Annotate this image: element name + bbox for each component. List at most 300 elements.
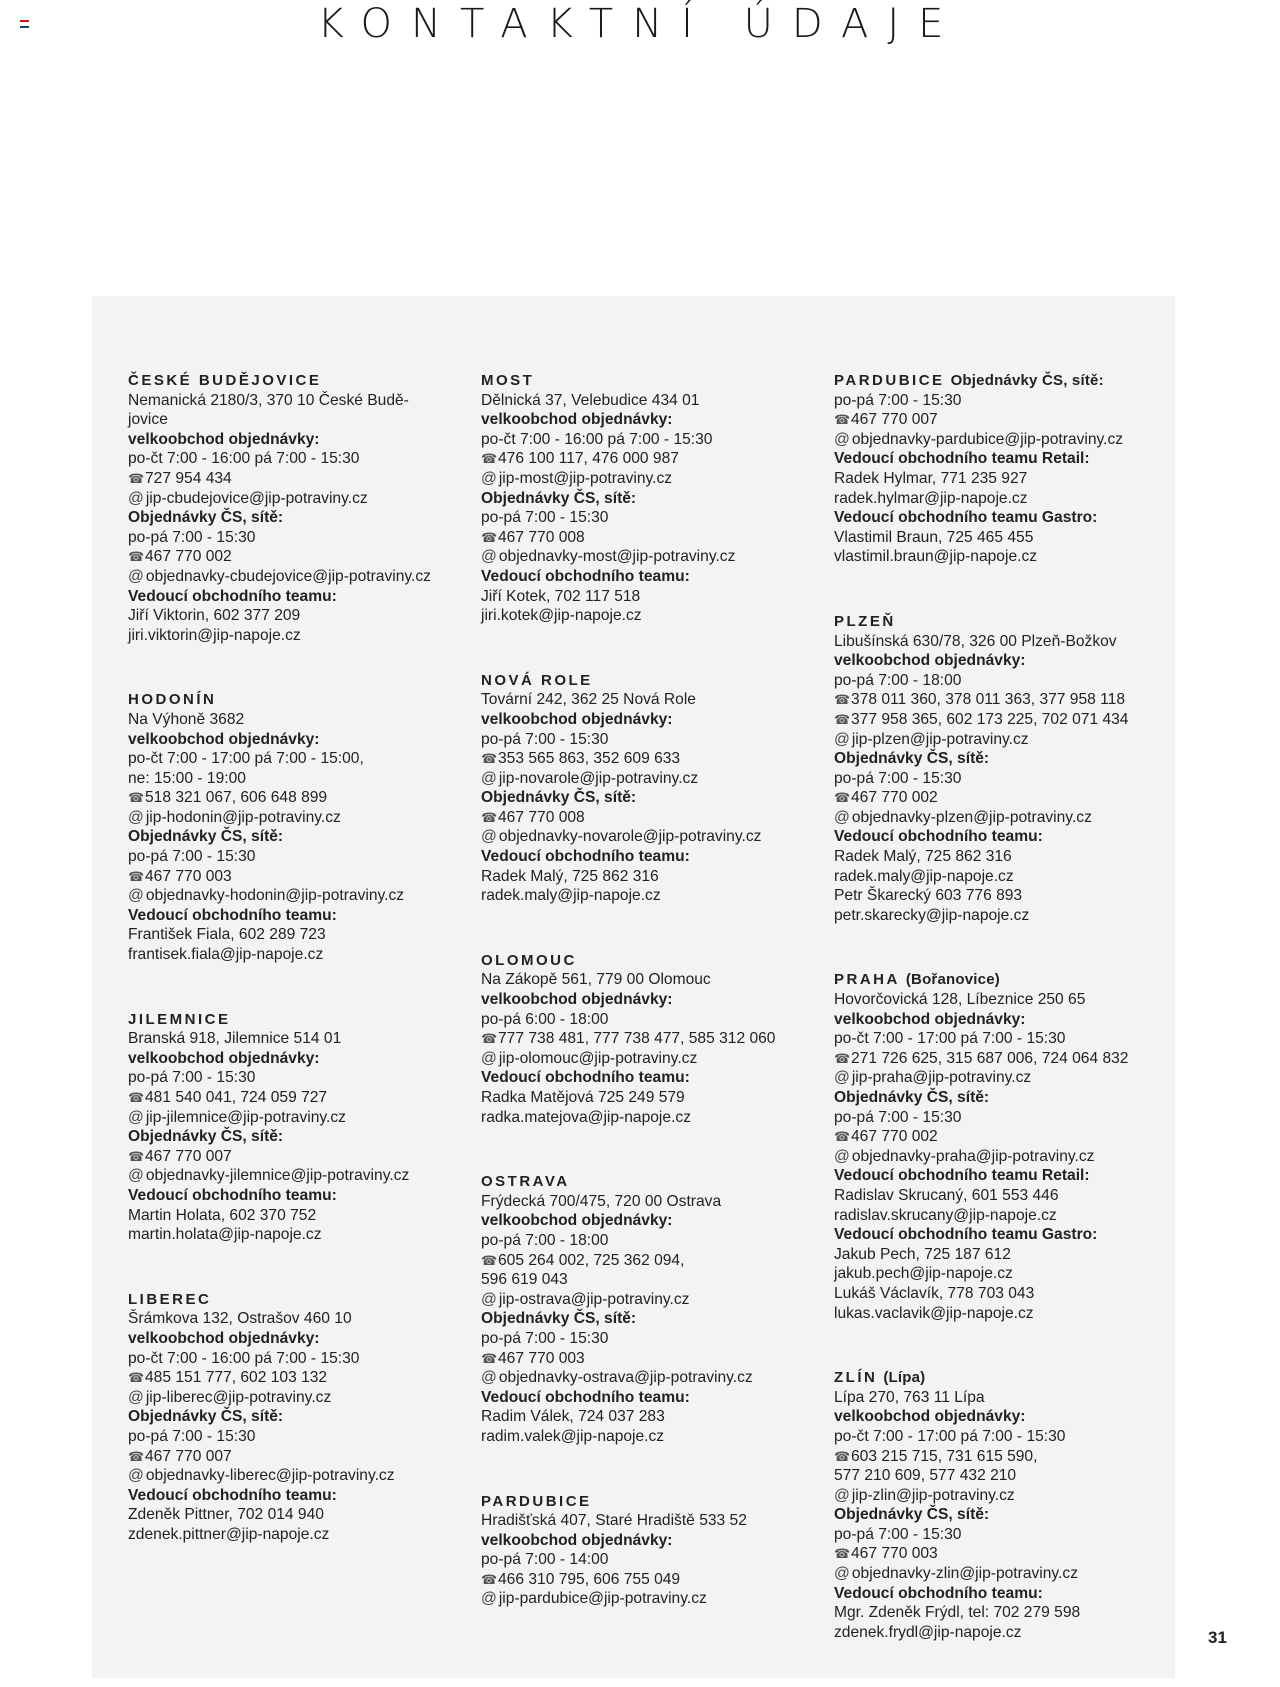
text-line [834,1186,1174,1206]
line-text[interactable]: jip-hodonin@jip-potraviny.cz [145,808,341,826]
text-line [481,1427,821,1447]
line-text[interactable]: 467 770 007 [145,1447,232,1465]
line-text[interactable]: 603 215 715, 731 615 590, [851,1447,1038,1465]
branch-city [834,612,1174,632]
line-text: po-pá 7:00 - 15:30 [481,509,609,527]
text-line [834,1466,1174,1486]
section-label [128,1049,468,1069]
text-line [481,508,821,528]
section-label [834,1166,1174,1186]
line-text: zdenek.frydl@jip-napoje.cz [834,1623,1022,1641]
phone-icon: ☎ [481,751,498,767]
phone-icon: ☎ [128,1370,145,1386]
line-text: frantisek.fiala@jip-napoje.cz [128,946,324,964]
line-text[interactable]: jip-cbudejovice@jip-potraviny.cz [145,489,368,507]
line-text: radek.maly@jip-napoje.cz [481,887,661,905]
phone-line [834,690,1174,710]
line-text[interactable]: jip-pardubice@jip-potraviny.cz [498,1590,707,1608]
line-text: po-pá 7:00 - 15:30 [128,848,256,866]
text-line [834,489,1174,509]
line-text: po-pá 7:00 - 18:00 [834,671,962,689]
line-text[interactable]: jip-jilemnice@jip-potraviny.cz [145,1108,346,1126]
line-text: Hradišťská 407, Staré Hradiště 533 52 [481,1512,747,1530]
line-text: po-pá 7:00 - 15:30 [481,1329,609,1347]
email-icon: @ [834,730,850,748]
email-line [128,567,468,587]
text-line [481,1511,821,1531]
section-label [834,1584,1174,1604]
city-name: MOST [481,372,535,389]
line-text: po-pá 7:00 - 15:30 [834,769,962,787]
phone-icon: ☎ [834,1050,851,1066]
section-label [128,827,468,847]
email-icon: @ [128,1467,144,1485]
line-text[interactable]: 605 264 002, 725 362 094, [498,1251,685,1269]
branch-block [834,371,1174,567]
line-text: Na Výhoně 3682 [128,710,245,728]
branch-block [128,371,468,645]
line-text: Lukáš Václavík, 778 703 043 [834,1284,1035,1302]
text-line [834,1206,1174,1226]
line-text: po-pá 7:00 - 15:30 [834,391,962,409]
email-icon: @ [481,469,497,487]
line-text: velkoobchod objednávky: [128,730,320,748]
phone-icon: ☎ [834,1129,851,1145]
email-icon: @ [481,1369,497,1387]
line-text: Vlastimil Braun, 725 465 455 [834,528,1034,546]
line-text[interactable]: objednavky-most@jip-potraviny.cz [498,548,736,566]
line-text: Frýdecká 700/475, 720 00 Ostrava [481,1192,722,1210]
email-icon: @ [834,1486,850,1504]
line-text: Vedoucí obchodního teamu: [128,1186,337,1204]
city-extra: (Bořanovice) [905,971,1000,989]
phone-icon: ☎ [834,1546,851,1562]
email-icon: @ [834,808,850,826]
section-label [481,1531,821,1551]
city-name: NOVÁ ROLE [481,671,593,689]
email-line [128,1388,468,1408]
text-line [481,886,821,906]
text-line [128,1525,468,1545]
text-line [834,547,1174,567]
text-line [481,391,821,411]
line-text: 596 619 043 [481,1271,568,1289]
line-text: Vedoucí obchodního teamu: [128,587,337,605]
section-label [834,1088,1174,1108]
text-line [128,1349,468,1369]
email-line [481,1290,821,1310]
section-label [834,1407,1174,1427]
line-text[interactable]: objednavky-ostrava@jip-potraviny.cz [498,1369,753,1387]
section-label [481,788,821,808]
line-text[interactable]: objednavky-plzen@jip-potraviny.cz [851,808,1092,826]
phone-line [834,1049,1174,1069]
section-label [481,847,821,867]
branch-block [481,671,821,906]
line-text[interactable]: objednavky-jilemnice@jip-potraviny.cz [145,1167,410,1185]
phone-icon: ☎ [481,451,498,467]
line-text: Branská 918, Jilemnice 514 01 [128,1030,342,1048]
text-line [834,1388,1174,1408]
section-label [128,587,468,607]
line-text[interactable]: 467 770 003 [498,1349,585,1367]
text-line [481,730,821,750]
branch-block [481,1172,821,1446]
city-name: OSTRAVA [481,1173,570,1191]
city-name: JILEMNICE [128,1010,231,1028]
line-text: 577 210 609, 577 432 210 [834,1467,1017,1485]
phone-line [128,469,468,489]
section-label [834,1505,1174,1525]
text-line [481,1270,821,1290]
line-text: Objednávky ČS, sítě: [834,750,990,768]
section-label [481,1068,821,1088]
phone-icon: ☎ [128,1148,145,1164]
line-text[interactable]: 467 770 003 [851,1545,938,1563]
phone-icon: ☎ [834,692,851,708]
line-text: velkoobchod objednávky: [834,1010,1026,1028]
text-line [834,469,1174,489]
phone-line [481,1251,821,1271]
line-text: Vedoucí obchodního teamu: [128,1486,337,1504]
line-text: Nemanická 2180/3, 370 10 České Budě- [128,391,409,409]
line-text: po-čt 7:00 - 16:00 pá 7:00 - 15:30 [128,1349,360,1367]
city-name: PARDUBICE [834,372,945,389]
line-text[interactable]: 467 770 007 [145,1147,232,1165]
line-text[interactable]: 485 151 777, 602 103 132 [145,1369,328,1387]
line-text: Objednávky ČS, sítě: [128,1128,284,1146]
section-label [481,1388,821,1408]
text-line [128,391,468,411]
line-text[interactable]: jip-novarole@jip-potraviny.cz [498,769,699,787]
section-label [128,1186,468,1206]
phone-icon: ☎ [481,529,498,545]
line-text[interactable]: jip-liberec@jip-potraviny.cz [145,1388,332,1406]
phone-line [834,410,1174,430]
email-line [834,1564,1174,1584]
line-text[interactable]: 467 770 002 [851,1128,938,1146]
section-label [834,651,1174,671]
phone-icon: ☎ [128,1448,145,1464]
email-line [481,1589,821,1609]
email-line [834,430,1174,450]
email-line [834,1486,1174,1506]
text-line [481,606,821,626]
text-line [834,1304,1174,1324]
text-line [481,1108,821,1128]
line-text: radek.hylmar@jip-napoje.cz [834,489,1028,507]
line-text[interactable]: objednavky-zlin@jip-potraviny.cz [851,1565,1078,1583]
line-text: Tovární 242, 362 25 Nová Role [481,691,696,709]
line-text: zdenek.pittner@jip-napoje.cz [128,1525,330,1543]
phone-line [128,788,468,808]
branch-city [481,371,821,391]
line-text: ne: 15:00 - 19:00 [128,769,246,787]
text-line [481,587,821,607]
text-line [834,1603,1174,1623]
line-text[interactable]: 777 738 481, 777 738 477, 585 312 060 [498,1030,776,1048]
section-label [128,906,468,926]
email-icon: @ [834,1565,850,1583]
section-label [128,1329,468,1349]
line-text[interactable]: 467 770 007 [851,411,938,429]
section-label [834,1225,1174,1245]
text-line [834,1029,1174,1049]
text-line [834,906,1174,926]
text-line [128,626,468,646]
phone-line [834,788,1174,808]
line-text: Vedoucí obchodního teamu: [481,567,690,585]
text-line [834,1525,1174,1545]
email-icon: @ [128,1388,144,1406]
phone-line [128,1088,468,1108]
phone-icon: ☎ [834,790,851,806]
line-text[interactable]: 467 770 008 [498,808,585,826]
text-line [834,886,1174,906]
email-line [481,547,821,567]
line-text: radim.valek@jip-napoje.cz [481,1427,665,1445]
text-line [481,1407,821,1427]
phone-icon: ☎ [128,868,145,884]
line-text: Lípa 270, 763 11 Lípa [834,1388,985,1406]
text-line [128,1505,468,1525]
text-line [128,606,468,626]
section-label [128,1407,468,1427]
line-text[interactable]: objednavky-novarole@jip-potraviny.cz [498,828,762,846]
section-label [481,489,821,509]
text-line [834,867,1174,887]
section-label [481,1211,821,1231]
city-name: LIBEREC [128,1290,212,1308]
line-text[interactable]: 271 726 625, 315 687 006, 724 064 832 [851,1049,1129,1067]
city-name: HODONÍN [128,691,217,709]
line-text: velkoobchod objednávky: [834,1408,1026,1426]
phone-line [128,1147,468,1167]
line-text: Objednávky ČS, sítě: [834,1506,990,1524]
text-line [128,710,468,730]
email-line [128,886,468,906]
line-text: Šrámkova 132, Ostrašov 460 10 [128,1310,352,1328]
line-text[interactable]: 727 954 434 [145,469,232,487]
phone-icon: ☎ [834,412,851,428]
email-icon: @ [481,769,497,787]
section-label [481,990,821,1010]
line-text: Radka Matějová 725 249 579 [481,1089,685,1106]
text-line [834,671,1174,691]
text-line [834,769,1174,789]
line-text[interactable]: 481 540 041, 724 059 727 [145,1089,328,1106]
text-line [128,1225,468,1245]
line-text: jiri.viktorin@jip-napoje.cz [128,626,301,644]
line-text: petr.skarecky@jip-napoje.cz [834,906,1030,924]
city-extra: Objednávky ČS, sítě: [950,372,1104,389]
email-line [481,827,821,847]
line-text: Hovorčovická 128, Líbeznice 250 65 [834,991,1086,1009]
line-text[interactable]: objednavky-hodonin@jip-potraviny.cz [145,887,405,905]
branch-block [481,1492,821,1610]
line-text[interactable]: jip-ostrava@jip-potraviny.cz [498,1290,690,1308]
line-text: vlastimil.braun@jip-napoje.cz [834,548,1038,566]
line-text: velkoobchod objednávky: [128,430,320,448]
line-text[interactable]: jip-zlin@jip-potraviny.cz [851,1486,1015,1504]
section-label [128,730,468,750]
section-label [481,710,821,730]
line-text: Jiří Kotek, 702 117 518 [481,587,641,605]
line-text[interactable]: objednavky-liberec@jip-potraviny.cz [145,1467,395,1485]
text-line [128,847,468,867]
text-line [128,1068,468,1088]
email-line [834,808,1174,828]
line-text: po-pá 7:00 - 14:00 [481,1551,609,1569]
line-text: Vedoucí obchodního teamu: [128,906,337,924]
line-text[interactable]: 467 770 008 [498,528,585,546]
line-text[interactable]: 466 310 795, 606 755 049 [498,1570,681,1588]
phone-line [128,547,468,567]
branch-block [128,1010,468,1245]
city-name: PRAHA [834,971,900,989]
email-line [481,469,821,489]
email-icon: @ [834,1069,850,1087]
email-line [834,1068,1174,1088]
text-line [834,1427,1174,1447]
section-label [481,567,821,587]
phone-line [834,710,1174,730]
branch-city [128,371,468,391]
city-name: ZLÍN [834,1369,878,1387]
line-text: Vedoucí obchodního teamu: [481,1069,690,1087]
line-text: radek.maly@jip-napoje.cz [834,867,1014,885]
email-icon: @ [481,548,497,566]
line-text: po-čt 7:00 - 17:00 pá 7:00 - 15:30 [834,1030,1066,1048]
email-icon: @ [481,1290,497,1308]
phone-line [128,867,468,887]
line-text[interactable]: jip-most@jip-potraviny.cz [498,469,673,487]
branch-city [481,671,821,691]
branch-block [481,371,821,626]
line-text: po-pá 7:00 - 18:00 [481,1231,609,1249]
line-text: Objednávky ČS, sítě: [481,789,637,807]
text-line [834,847,1174,867]
section-label [834,508,1174,528]
line-text: martin.holata@jip-napoje.cz [128,1226,322,1244]
line-text: Radek Malý, 725 862 316 [481,867,659,885]
line-text: František Fiala, 602 289 723 [128,926,326,944]
line-text: Martin Holata, 602 370 752 [128,1206,317,1224]
line-text: po-čt 7:00 - 16:00 pá 7:00 - 15:30 [481,430,713,448]
branch-block [834,970,1174,1323]
line-text[interactable]: 377 958 365, 602 173 225, 702 071 434 [851,710,1129,728]
branch-block [834,612,1174,926]
phone-icon: ☎ [834,1448,851,1464]
text-line [481,1550,821,1570]
branch-city [481,951,821,971]
phone-icon: ☎ [128,1090,145,1105]
line-text: po-pá 7:00 - 15:30 [128,1427,256,1445]
line-text[interactable]: objednavky-cbudejovice@jip-potraviny.cz [145,567,431,585]
branch-block [481,951,821,1127]
text-line [834,391,1174,411]
line-text: Objednávky ČS, sítě: [128,828,284,846]
line-text: Vedoucí obchodního teamu Retail: [834,1167,1090,1185]
line-text[interactable]: 467 770 002 [851,789,938,807]
branch-block [128,1290,468,1545]
line-text: velkoobchod objednávky: [834,652,1026,670]
line-text[interactable]: 467 770 002 [145,548,232,566]
email-icon: @ [128,1108,144,1126]
line-text[interactable]: objednavky-pardubice@jip-potraviny.cz [851,430,1124,448]
text-line [481,1010,821,1030]
line-text: Petr Škarecký 603 776 893 [834,887,1023,905]
phone-line [481,528,821,548]
text-line [128,410,468,430]
section-label [481,1309,821,1329]
phone-line [481,808,821,828]
line-text: lukas.vaclavik@jip-napoje.cz [834,1304,1034,1322]
line-text: Libušínská 630/78, 326 00 Plzeň-Božkov [834,632,1117,650]
branch-block [128,690,468,964]
text-line [481,430,821,450]
email-icon: @ [128,1167,144,1185]
line-text: Radislav Skrucaný, 601 553 446 [834,1186,1059,1204]
city-name: PLZEŇ [834,612,896,630]
text-line [128,449,468,469]
line-text[interactable]: 518 321 067, 606 648 899 [145,789,328,807]
contacts-column [834,371,1174,1687]
line-text: velkoobchod objednávky: [481,1212,673,1230]
email-line [834,730,1174,750]
line-text[interactable]: 467 770 003 [145,867,232,885]
line-text: po-pá 7:00 - 15:30 [128,528,256,546]
email-icon: @ [834,430,850,448]
section-label [128,508,468,528]
line-text[interactable]: jip-praha@jip-potraviny.cz [851,1069,1032,1087]
phone-line [481,449,821,469]
line-text: Objednávky ČS, sítě: [128,509,284,527]
text-line [128,945,468,965]
line-text: radka.matejova@jip-napoje.cz [481,1108,691,1126]
email-line [481,769,821,789]
line-text: velkoobchod objednávky: [128,1049,320,1067]
text-line [834,1245,1174,1265]
line-text: Vedoucí obchodního teamu: [834,828,1043,846]
text-line [834,1108,1174,1128]
line-text: Zdeněk Pittner, 702 014 940 [128,1506,324,1524]
email-line [128,1108,468,1128]
line-text[interactable]: jip-olomouc@jip-potraviny.cz [498,1049,698,1067]
city-name: PARDUBICE [481,1492,592,1510]
line-text[interactable]: 378 011 360, 378 011 363, 377 958 118 [851,691,1126,709]
line-text: Vedoucí obchodního teamu: [481,1388,690,1406]
line-text: po-pá 7:00 - 15:30 [834,1108,962,1126]
line-text[interactable]: jip-plzen@jip-potraviny.cz [851,730,1029,748]
page-title: KONTAKTNÍ ÚDAJE [317,1,963,47]
email-icon: @ [834,1147,850,1165]
text-line [128,769,468,789]
phone-icon: ☎ [481,1571,498,1587]
email-icon: @ [481,1590,497,1608]
line-text: Radim Válek, 724 037 283 [481,1408,665,1426]
line-text[interactable]: 476 100 117, 476 000 987 [498,450,679,468]
text-line [481,1231,821,1251]
line-text: Na Zákopě 561, 779 00 Olomouc [481,971,711,989]
phone-line [481,1349,821,1369]
text-line [481,690,821,710]
phone-icon: ☎ [128,549,145,565]
line-text[interactable]: objednavky-praha@jip-potraviny.cz [851,1147,1095,1165]
text-line [128,1427,468,1447]
line-text[interactable]: 353 565 863, 352 609 633 [498,750,681,768]
email-icon: @ [128,567,144,585]
